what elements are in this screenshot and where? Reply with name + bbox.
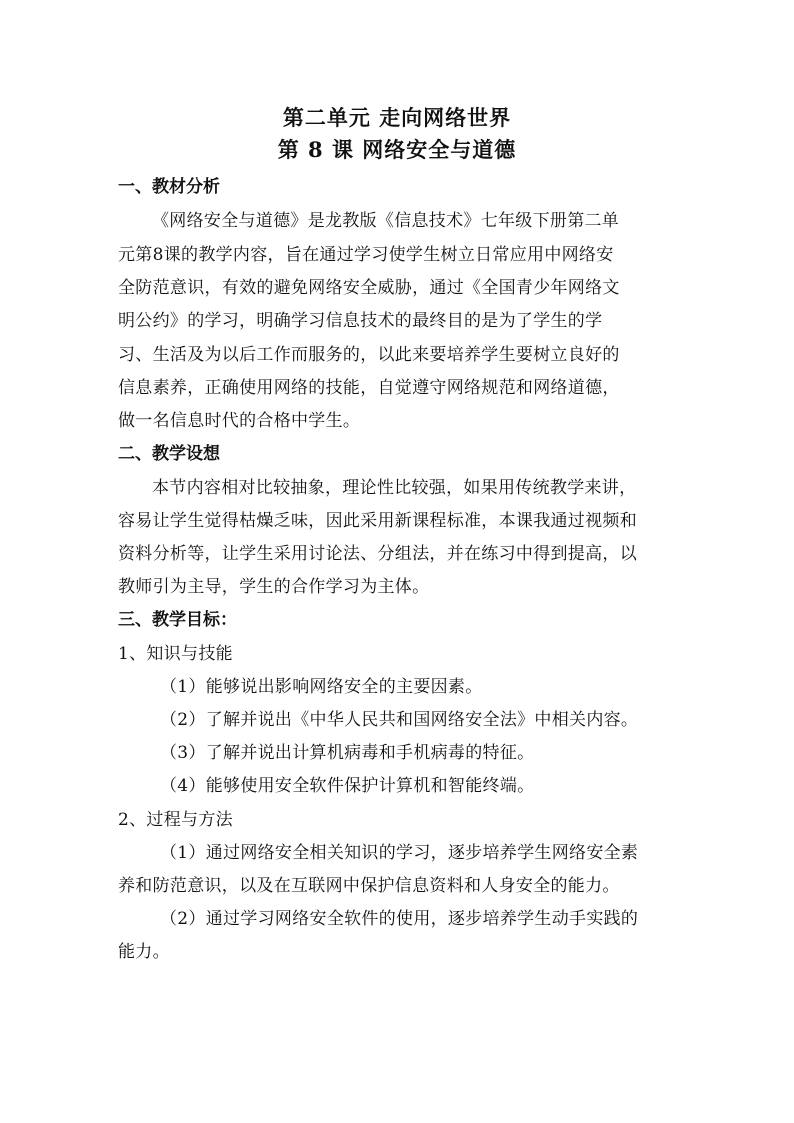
paragraph-line: 做一名信息时代的合格中学生。 [118,411,361,431]
paragraph-line: 本节内容相对比较抽象，理论性比较强，如果用传统教学来讲， [152,478,637,498]
paragraph-line: 容易让学生觉得枯燥乏味，因此采用新课程标准，本课我通过视频和 [118,511,637,531]
section-heading-design: 二、教学设想 [118,444,220,464]
paragraph-line: 养和防范意识，以及在互联网中保护信息资料和人身安全的能力。 [118,876,620,896]
section-heading-objectives: 三、教学目标： [118,610,237,630]
paragraph-line: 明公约》的学习，明确学习信息技术的最终目的是为了学生的学 [118,311,603,331]
paragraph-line: 能力。 [118,942,170,962]
paragraph-line: 全防范意识，有效的避免网络安全威胁，通过《全国青少年网络文 [118,278,620,298]
objective-item: （4）能够使用安全软件保护计算机和智能终端。 [160,776,535,796]
paragraph-line: （1）通过网络安全相关知识的学习，逐步培养学生网络安全素 [160,843,639,863]
unit-title: 第二单元 走向网络世界 [282,105,512,130]
paragraph-line: 教师引为主导，学生的合作学习为主体。 [118,577,430,597]
objective-item: （1）能够说出影响网络安全的主要因素。 [160,677,483,697]
paragraph-line: （2）通过学习网络安全软件的使用，逐步培养学生动手实践的 [160,909,639,929]
paragraph-line: 《网络安全与道德》是龙教版《信息技术》七年级下册第二单 [152,211,620,231]
paragraph-line: 资料分析等，让学生采用讨论法、分组法，并在练习中得到提高，以 [118,544,637,564]
paragraph-line: 习、生活及为以后工作而服务的，以此来要培养学生要树立良好的 [118,345,620,365]
section-heading-analysis: 一、教材分析 [118,177,220,197]
objective-item: （3）了解并说出计算机病毒和手机病毒的特征。 [160,743,535,763]
paragraph-line: 元第8课的教学内容，旨在通过学习使学生树立日常应用中网络安 [118,245,614,265]
subsection-label-knowledge: 1、知识与技能 [118,644,233,664]
objective-item: （2）了解并说出《中华人民共和国网络安全法》中相关内容。 [160,710,639,730]
paragraph-line: 信息素养，正确使用网络的技能，自觉遵守网络规范和网络道德， [118,378,620,398]
lesson-title: 第 8 课 网络安全与道德 [277,137,517,162]
subsection-label-process: 2、过程与方法 [118,810,233,830]
